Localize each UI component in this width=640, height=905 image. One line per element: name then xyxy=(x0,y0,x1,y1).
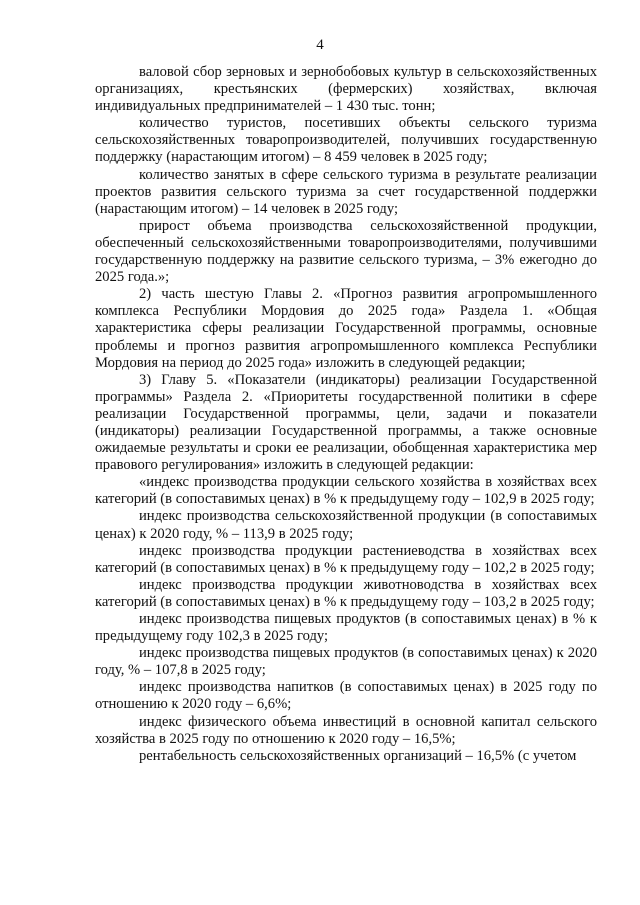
paragraph: индекс физического объема инвестиций в основной капитал сельского хозяйства в 2025 году по отношению к 2020 году – 16,5%; xyxy=(95,713,597,747)
paragraph: 3) Главу 5. «Показатели (индикаторы) реализации Государственной программы» Раздела 2. «Приоритеты государственной политики в сфере реализации Государственной программы, цели, задачи и показатели (индикаторы) реализации Государственной программы, а также основные ожидаемые результаты и сроки ее реализации, обобщенная характеристика мер правового регулирования» изложить в следующей редакции: xyxy=(95,371,597,474)
document-body xyxy=(95,64,597,765)
paragraph: индекс производства напитков (в сопоставимых ценах) в 2025 году по отношению к 2020 году – 6,6%; xyxy=(95,679,597,713)
paragraph: «индекс производства продукции сельского хозяйства в хозяйствах всех категорий (в сопоставимых ценах) в % к предыдущему году – 102,9 в 2025 году; xyxy=(95,474,597,508)
page-number: 4 xyxy=(316,37,324,53)
paragraph: индекс производства пищевых продуктов (в сопоставимых ценах) к 2020 году, % – 107,8 в 2025 году; xyxy=(95,645,597,679)
paragraph: количество туристов, посетивших объекты сельского туризма сельскохозяйственных товаропроизводителей, получивших государственную поддержку (нарастающим итогом) – 8 459 человек в 2025 году; xyxy=(95,115,597,166)
paragraph: индекс производства продукции животноводства в хозяйствах всех категорий (в сопоставимых ценах) в % к предыдущему году – 103,2 в 2025 году; xyxy=(95,576,597,610)
paragraph: индекс производства пищевых продуктов (в сопоставимых ценах) в % к предыдущему году 102,3 в 2025 году; xyxy=(95,611,597,645)
paragraph: 2) часть шестую Главы 2. «Прогноз развития агропромышленного комплекса Республики Мордовия до 2025 года» Раздела 1. «Общая характеристика сферы реализации Государственной программы, основные проблемы и прогноз развития агропромышленного комплекса Республики Мордовия на период до 2025 года» изложить в следующей редакции; xyxy=(95,286,597,371)
paragraph: индекс производства сельскохозяйственной продукции (в сопоставимых ценах) к 2020 году, % – 113,9 в 2025 году; xyxy=(95,508,597,542)
paragraph: количество занятых в сфере сельского туризма в результате реализации проектов развития сельского туризма за счет государственной поддержки (нарастающим итогом) – 14 человек в 2025 году; xyxy=(95,166,597,217)
paragraph: индекс производства продукции растениеводства в хозяйствах всех категорий (в сопоставимых ценах) в % к предыдущему году – 102,2 в 2025 году; xyxy=(95,542,597,576)
paragraph: прирост объема производства сельскохозяйственной продукции, обеспеченный сельскохозяйственными товаропроизводителями, получившими государственную поддержку на развитие сельского туризма, – 3% ежегодно до 2025 года.»; xyxy=(95,217,597,286)
paragraph: валовой сбор зерновых и зернобобовых культур в сельскохозяйственных организациях, крестьянских (фермерских) хозяйствах, включая индивидуальных предпринимателей – 1 430 тыс. тонн; xyxy=(95,64,597,115)
paragraph: рентабельность сельскохозяйственных организаций – 16,5% (с учетом xyxy=(139,747,577,764)
